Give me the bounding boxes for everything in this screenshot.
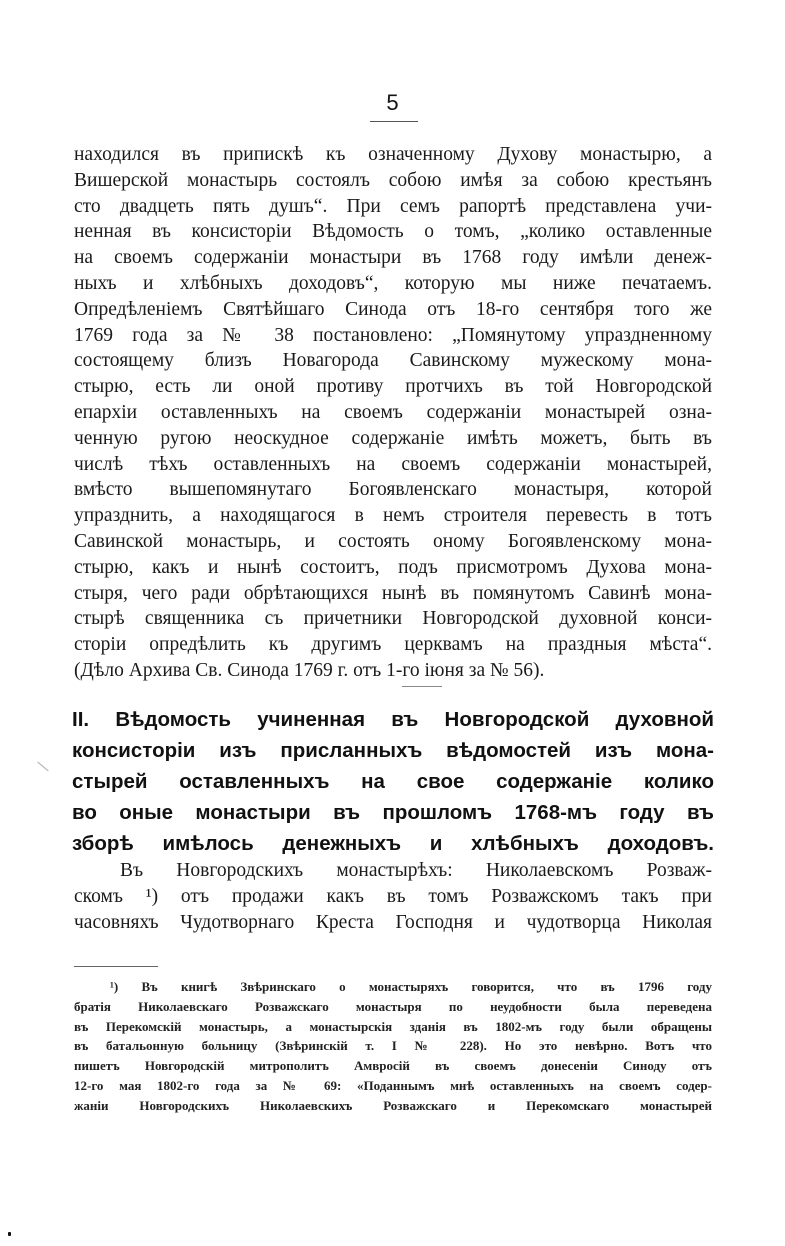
section-paragraph <box>74 858 712 936</box>
text-line: на своемъ содержаніи монастыри въ 1768 году имѣли денеж- <box>74 247 712 269</box>
text-line: стырю, какъ и нынѣ состоитъ, подъ присмотромъ Духова мона- <box>74 556 712 578</box>
text-line: сторіи опредѣлить къ другимъ церквамъ на праздныя мѣста“. <box>74 634 712 656</box>
text-line: епархіи оставленныхъ на своемъ содержаніи монастырей озна- <box>74 401 712 423</box>
ink-speck <box>8 1232 11 1236</box>
text-line: 1769 года за № 38 постановлено: „Помянутому упраздненному <box>74 324 712 346</box>
footnote-line: 12-го мая 1802-го года за № 69: «Поданнымъ мнѣ оставленныхъ на своемъ содер- <box>74 1077 712 1093</box>
footnote-line: въ Перекомскій монастырь, а монастырскія зданія въ 1802-мъ году были обращены <box>74 1018 712 1034</box>
text-line: ченную ругою неоскудное содержаніе имѣть можетъ, быть въ <box>74 427 712 449</box>
text-line: сто двадцеть пять душъ“. При семъ рапортѣ представлена учи- <box>74 195 712 217</box>
footnote-divider <box>74 966 158 967</box>
text-line: упразднить, а находящагося в немъ строителя перевесть в тотъ <box>74 505 712 527</box>
section-divider <box>402 686 442 687</box>
text-line: скомъ ¹) отъ продажи какъ въ томъ Розважскомъ такъ при <box>74 886 712 907</box>
text-line: стырѣ священника съ причетники Новгородской духовной конси- <box>74 608 712 630</box>
heading-line: консисторіи изъ присланныхъ вѣдомостей изъ мона- <box>72 739 714 762</box>
text-line: Въ Новгородскихъ монастырѣхъ: Николаевскомъ Розваж- <box>120 860 712 881</box>
citation-line: (Дѣло Архива Св. Синода 1769 г. отъ 1-го іюня за № 56). <box>74 659 545 681</box>
text-line: находился въ припискѣ къ означенному Духову монастырю, а <box>74 144 712 165</box>
text-line: ныхъ и хлѣбныхъ доходовъ“, которую мы ниже печатаемъ. <box>74 272 712 294</box>
text-line: Опредѣленіемъ Святѣйшаго Синода отъ 18-го сентября того же <box>74 298 712 320</box>
footnote-line: братія Николаевскаго Розважскаго монастыря по неудобности была переведена <box>74 998 712 1014</box>
text-line: вмѣсто вышепомянутаго Богоявленскаго монастыря, которой <box>74 479 712 501</box>
body-paragraph <box>74 142 712 684</box>
text-line: числѣ тѣхъ оставленныхъ на своемъ содержаніи монастырей, <box>74 453 712 475</box>
heading-line: зборѣ имѣлось денежныхъ и хлѣбныхъ доходовъ. <box>72 832 714 855</box>
heading-line: во оные монастыри въ прошломъ 1768-мъ году въ <box>72 801 714 824</box>
footnote-line: жаніи Новгородскихъ Николаевскихъ Розважскаго и Перекомскаго монастырей <box>74 1097 712 1113</box>
page-number: 5 <box>386 90 399 115</box>
heading-line: стырей оставленныхъ на свое содержаніе колико <box>72 770 714 793</box>
footnote-line: въ батальонную больницу (Звѣринскій т. I № 228). Но это невѣрно. Вотъ что <box>74 1038 712 1054</box>
page-number-rule <box>370 121 418 122</box>
text-line: стыря, чего ради обрѣтающихся нынѣ въ помянутомъ Савинѣ мона- <box>74 582 712 604</box>
footnote-line: пишетъ Новгородскій митрополитъ Амвросій въ своемъ донесеніи Синоду отъ <box>74 1058 712 1074</box>
text-line: состоящему близъ Новагорода Савинскому мужескому мона- <box>74 350 712 372</box>
margin-mark <box>37 762 48 772</box>
heading-line: II. Вѣдомость учиненная въ Новгородской духовной <box>72 708 714 731</box>
section-heading <box>72 704 714 859</box>
text-line: ненная въ консисторіи Вѣдомость о томъ, „колико оставленные <box>74 221 712 243</box>
footnote-line: ¹) Въ книгѣ Звѣринскаго о монастыряхъ говорится, что въ 1796 году <box>110 979 712 994</box>
text-line: Вишерской монастырь состоялъ собою имѣя за собою крестьянъ <box>74 169 712 191</box>
text-line: стырю, есть ли оной противу протчихъ въ той Новгородской <box>74 376 712 398</box>
footnote <box>74 977 712 1116</box>
text-line: часовняхъ Чудотворнаго Креста Господня и чудотворца Николая <box>74 912 712 933</box>
text-line: Савинской монастырь, и состоять оному Богоявленскому мона- <box>74 530 712 552</box>
